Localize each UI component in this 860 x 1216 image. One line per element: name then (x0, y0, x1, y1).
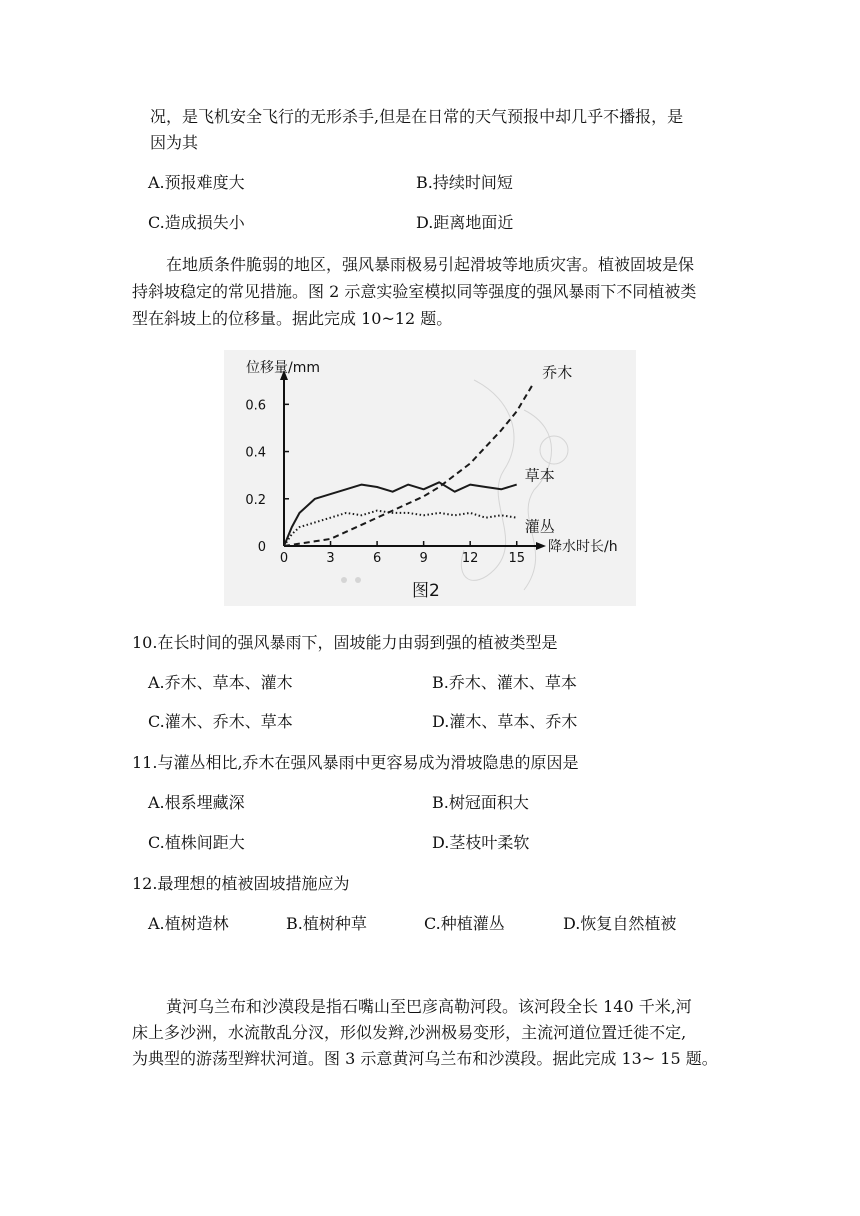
x-tick-label: 6 (372, 551, 382, 566)
passage-1-line-2: 持斜坡稳定的常见措施。图 2 示意实验室模拟同等强度的强风暴雨下不同植被类 (132, 282, 697, 301)
figure-caption: 图2 (412, 581, 440, 601)
series-line-1 (284, 482, 517, 546)
x-tick-label: 12 (461, 551, 479, 566)
question-11-stem: 11.与灌丛相比,乔木在强风暴雨中更容易成为滑坡隐患的原因是 (132, 753, 579, 772)
figure-2-chart (224, 350, 636, 606)
x-axis-arrow (536, 542, 546, 550)
question-9-option-a: A.预报难度大 (148, 173, 245, 192)
x-axis-label: 降水时长/h (548, 539, 618, 555)
question-10-stem: 10.在长时间的强风暴雨下，固坡能力由弱到强的植被类型是 (132, 633, 558, 652)
passage-2-line-1: 黄河乌兰布和沙漠段是指石嘴山至巴彦高勒河段。该河段全长 140 千米,河 (166, 997, 692, 1016)
x-tick-label: 0 (279, 551, 289, 566)
y-tick-label: 0.4 (245, 445, 266, 461)
question-11-option-b: B.树冠面积大 (432, 793, 529, 812)
figure-2 (224, 350, 636, 606)
y-axis-label: 位移量/mm (246, 360, 320, 376)
question-9-option-d: D.距离地面近 (416, 213, 514, 232)
series-label-1: 草本 (524, 466, 555, 485)
passage-1-line-3: 型在斜坡上的位移量。据此完成 10~12 题。 (132, 309, 453, 328)
question-10-option-a: A.乔木、草本、灌木 (148, 673, 293, 692)
question-9-stem-line-1: 况，是飞机安全飞行的无形杀手,但是在日常的天气预报中却几乎不播报，是 (150, 107, 684, 126)
series-label-0: 乔木 (542, 363, 573, 382)
x-tick-label: 15 (508, 551, 526, 566)
question-10-option-b: B.乔木、灌木、草本 (432, 673, 577, 692)
passage-2-line-3: 为典型的游荡型辫状河道。图 3 示意黄河乌兰布和沙漠段。据此完成 13~ 15 题。 (132, 1049, 718, 1068)
question-12-option-c: C.种植灌丛 (424, 914, 505, 933)
series-line-0 (284, 385, 532, 546)
y-tick-label: 0.2 (245, 492, 266, 508)
y-tick-label: 0.6 (245, 398, 266, 414)
passage-1-line-1: 在地质条件脆弱的地区，强风暴雨极易引起滑坡等地质灾害。植被固坡是保 (166, 255, 695, 274)
question-10-option-c: C.灌木、乔木、草本 (148, 712, 293, 731)
question-11-option-a: A.根系埋藏深 (148, 793, 245, 812)
question-12-option-b: B.植树种草 (286, 914, 367, 933)
question-11-option-d: D.茎枝叶柔软 (432, 833, 530, 852)
question-9-option-c: C.造成损失小 (148, 213, 245, 232)
y-tick-label: 0 (257, 540, 266, 555)
series-label-2: 灌丛 (524, 517, 555, 536)
question-9-option-b: B.持续时间短 (416, 173, 513, 192)
question-10-option-d: D.灌木、草本、乔木 (432, 712, 578, 731)
question-9-stem-line-2: 因为其 (150, 133, 199, 152)
x-tick-label: 3 (326, 551, 335, 566)
question-12-option-a: A.植树造林 (148, 914, 229, 933)
passage-2-line-2: 床上多沙洲，水流散乱分汊，形似发辫,沙洲极易变形，主流河道位置迁徙不定, (132, 1023, 687, 1042)
question-11-option-c: C.植株间距大 (148, 833, 245, 852)
question-12-stem: 12.最理想的植被固坡措施应为 (132, 874, 350, 893)
question-12-option-d: D.恢复自然植被 (563, 914, 677, 933)
x-tick-label: 9 (419, 551, 428, 566)
